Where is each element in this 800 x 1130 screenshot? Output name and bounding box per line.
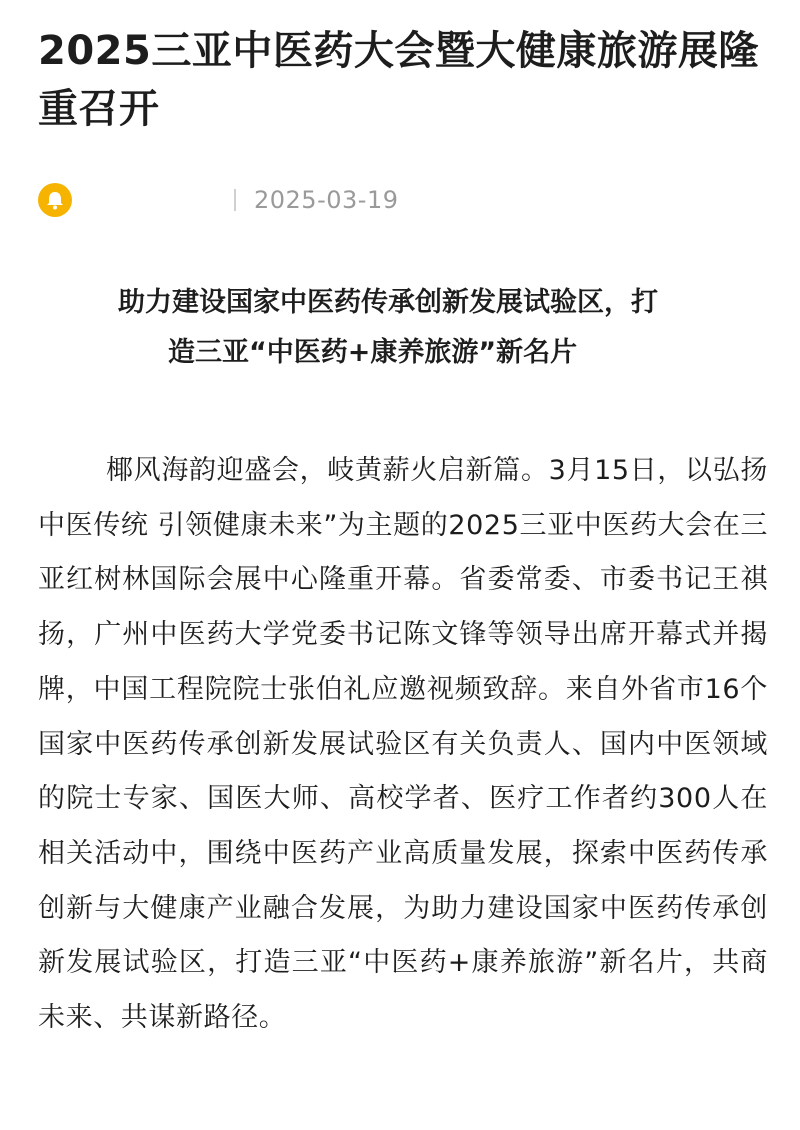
article-paragraph: 椰风海韵迎盛会，岐黄薪火启新篇。3月15日，以弘扬中医传统 引领健康未来”为主题的2025三亚中医药大会在三亚红树林国际会展中心隆重开幕。省委常委、市委书记王祺扬，广州中医药大学党委书记陈文锋等领导出席开幕式并揭牌，中国工程院院士张伯礼应邀视频致辞。来自外省市16个国家中医药传承创新发展试验区有关负责人、国内中医领域的院士专家、国医大师、高校学者、医疗工作者约300人在相关活动中，围绕中医药产业高质量发展，探索中医药传承创新与大健康产业融合发展，为助力建设国家中医药传承创新发展试验区，打造三亚“中医药+康养旅游”新名片，共商未来、共谋新路径。 <box>38 455 768 1034</box>
meta-divider <box>234 189 236 211</box>
article-title: 2025三亚中医药大会暨大健康旅游展隆重召开 <box>38 28 759 132</box>
subtitle-line-1: 助力建设国家中医药传承创新发展试验区，打 <box>118 287 658 318</box>
author-meta <box>38 180 72 220</box>
article-subtitle <box>118 278 768 378</box>
subtitle-line-2: 造三亚“中医药+康养旅游”新名片 <box>168 337 578 368</box>
bell-avatar-icon[interactable] <box>38 183 72 217</box>
bell-icon <box>44 189 66 211</box>
publish-date: 2025-03-19 <box>254 186 399 214</box>
